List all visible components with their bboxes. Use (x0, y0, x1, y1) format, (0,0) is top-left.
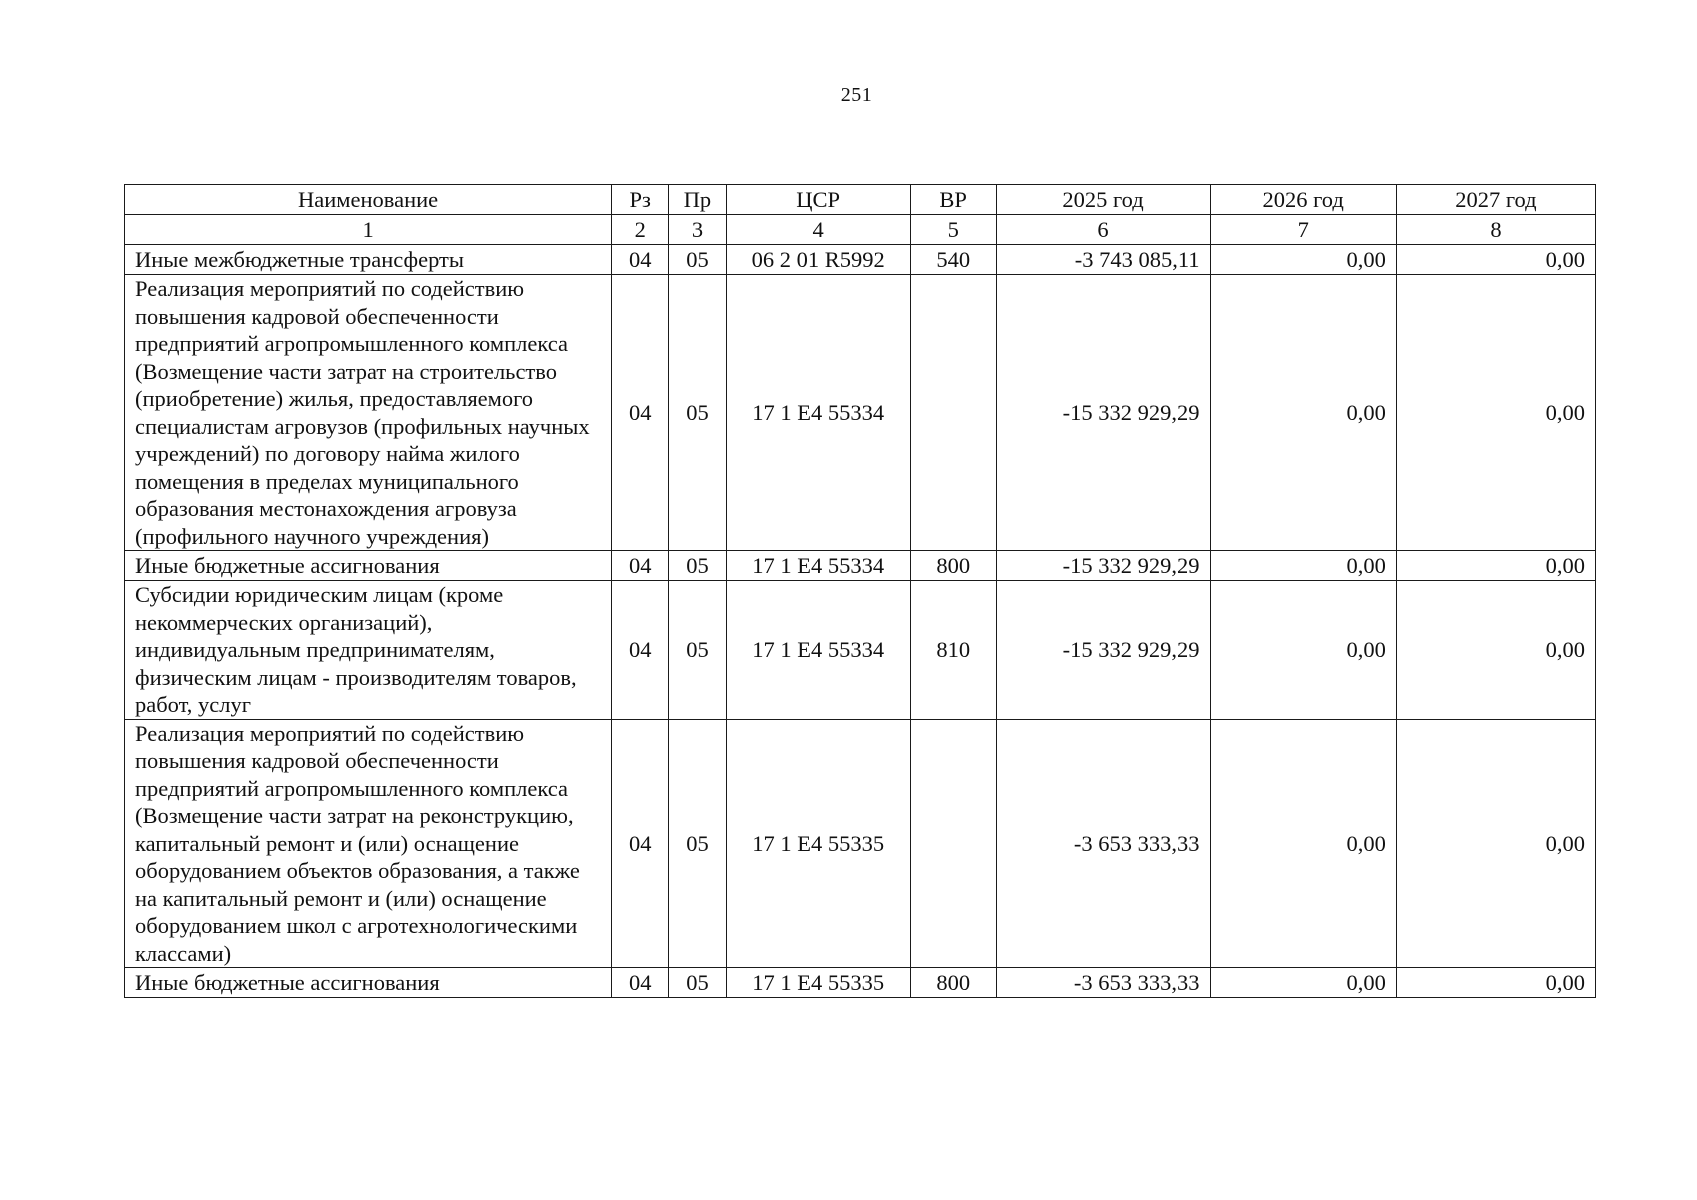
row-csr: 17 1 E4 55335 (726, 719, 910, 968)
header-2026: 2026 год (1210, 185, 1396, 215)
column-number: 2 (612, 215, 669, 245)
row-2025: -15 332 929,29 (996, 551, 1210, 581)
row-rz: 04 (612, 581, 669, 720)
row-2026: 0,00 (1210, 719, 1396, 968)
page-number: 251 (840, 84, 873, 106)
row-rz: 04 (612, 551, 669, 581)
header-2027: 2027 год (1396, 185, 1595, 215)
row-2025: -3 743 085,11 (996, 245, 1210, 275)
header-row (125, 185, 1596, 215)
column-number: 3 (669, 215, 726, 245)
row-2026: 0,00 (1210, 551, 1396, 581)
row-2025: -15 332 929,29 (996, 275, 1210, 551)
row-pr: 05 (669, 719, 726, 968)
row-name: Иные бюджетные ассигнования (125, 551, 612, 581)
row-pr: 05 (669, 275, 726, 551)
row-2027: 0,00 (1396, 551, 1595, 581)
table-row (125, 581, 1596, 720)
row-2027: 0,00 (1396, 719, 1595, 968)
column-number: 7 (1210, 215, 1396, 245)
header-2025: 2025 год (996, 185, 1210, 215)
row-csr: 17 1 E4 55334 (726, 275, 910, 551)
column-number: 8 (1396, 215, 1595, 245)
table-row (125, 968, 1596, 998)
row-2025: -3 653 333,33 (996, 968, 1210, 998)
row-name: Реализация мероприятий по содействию повышения кадровой обеспеченности предприятий агропромышленного комплекса (Возмещение части затрат на строительство (приобретение) жилья, предоставляемого специалистам агровузов (профильных научных учреждений) по договору найма жилого помещения в пределах муниципального образования местонахождения агровуза (профильного научного учреждения) (125, 275, 612, 551)
row-vr (910, 719, 996, 968)
row-2026: 0,00 (1210, 581, 1396, 720)
row-pr: 05 (669, 245, 726, 275)
budget-table (124, 184, 1596, 998)
row-2026: 0,00 (1210, 968, 1396, 998)
column-numbering-row (125, 215, 1596, 245)
row-rz: 04 (612, 275, 669, 551)
row-csr: 06 2 01 R5992 (726, 245, 910, 275)
column-number: 5 (910, 215, 996, 245)
row-pr: 05 (669, 968, 726, 998)
header-rz: Рз (612, 185, 669, 215)
row-name: Иные бюджетные ассигнования (125, 968, 612, 998)
header-pr: Пр (669, 185, 726, 215)
row-csr: 17 1 E4 55334 (726, 551, 910, 581)
column-number: 1 (125, 215, 612, 245)
row-rz: 04 (612, 245, 669, 275)
row-2027: 0,00 (1396, 275, 1595, 551)
row-2025: -15 332 929,29 (996, 581, 1210, 720)
row-pr: 05 (669, 551, 726, 581)
row-2027: 0,00 (1396, 968, 1595, 998)
table-row (125, 275, 1596, 551)
header-csr: ЦСР (726, 185, 910, 215)
row-name: Иные межбюджетные трансферты (125, 245, 612, 275)
row-name: Субсидии юридическим лицам (кроме некоммерческих организаций), индивидуальным предпринимателям, физическим лицам - производителям товаров, работ, услуг (125, 581, 612, 720)
row-2026: 0,00 (1210, 275, 1396, 551)
row-2025: -3 653 333,33 (996, 719, 1210, 968)
row-vr (910, 275, 996, 551)
row-csr: 17 1 E4 55335 (726, 968, 910, 998)
row-pr: 05 (669, 581, 726, 720)
column-number: 6 (996, 215, 1210, 245)
header-name: Наименование (125, 185, 612, 215)
row-vr: 810 (910, 581, 996, 720)
column-number: 4 (726, 215, 910, 245)
row-rz: 04 (612, 968, 669, 998)
row-2027: 0,00 (1396, 581, 1595, 720)
header-vr: ВР (910, 185, 996, 215)
row-2026: 0,00 (1210, 245, 1396, 275)
table-row (125, 551, 1596, 581)
row-vr: 800 (910, 968, 996, 998)
table-row (125, 245, 1596, 275)
row-vr: 800 (910, 551, 996, 581)
row-rz: 04 (612, 719, 669, 968)
table-row (125, 719, 1596, 968)
row-csr: 17 1 E4 55334 (726, 581, 910, 720)
row-vr: 540 (910, 245, 996, 275)
row-name: Реализация мероприятий по содействию повышения кадровой обеспеченности предприятий агропромышленного комплекса (Возмещение части затрат на реконструкцию, капитальный ремонт и (или) оснащение оборудованием объектов образования, а также на капитальный ремонт и (или) оснащение оборудованием школ с агротехнологическими классами) (125, 719, 612, 968)
row-2027: 0,00 (1396, 245, 1595, 275)
